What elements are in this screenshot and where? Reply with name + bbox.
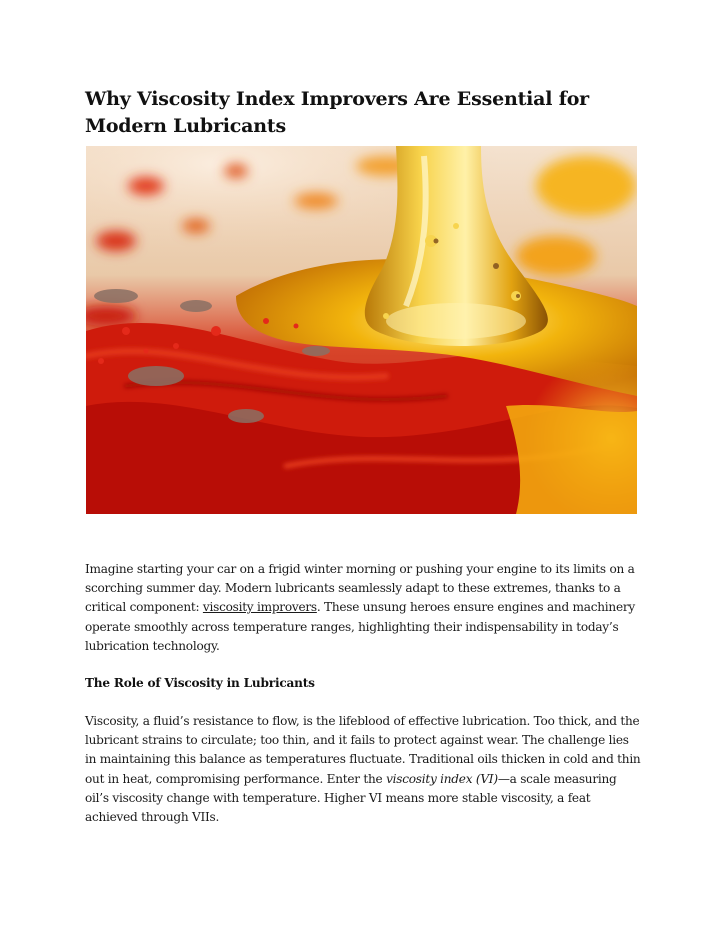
intro-text-start: Imagine starting your car on a frigid winter morning or pushing your engine to its limits on a scorching summer day. Modern lubricants seamlessly adapt to these extremes, thanks to a critical component:	[85, 562, 635, 615]
intro-paragraph	[85, 560, 641, 656]
section-heading: The Role of Viscosity in Lubricants	[85, 676, 315, 690]
article-title: Why Viscosity Index Improvers Are Essential for Modern Lubricants	[85, 88, 589, 137]
section-text-start: Viscosity, a fluid’s resistance to flow, is the lifeblood of effective lubrication. Too thick, and the lubricant strains to circulate; too thin, and it fails to protect against wear. The challenge lies in maintaining this balance as temperatures fluctuate. Traditional oils thicken in cold and thin out in heat, compromising performance. Enter the	[85, 714, 641, 786]
intro-text-end: . These unsung heroes ensure engines and machinery operate smoothly across temperature ranges, highlighting their indispensability in today’s lubrication technology.	[85, 600, 635, 653]
viscosity-improvers-link[interactable]: viscosity improvers	[202, 600, 317, 615]
section-text-end: —a scale measuring oil’s viscosity change with temperature. Higher VI means more stable viscosity, a feat achieved through VIIs.	[85, 771, 617, 825]
section-paragraph	[85, 712, 641, 827]
oil-splash-image	[86, 146, 637, 514]
viscosity-index-term: viscosity index (VI)	[386, 771, 498, 786]
